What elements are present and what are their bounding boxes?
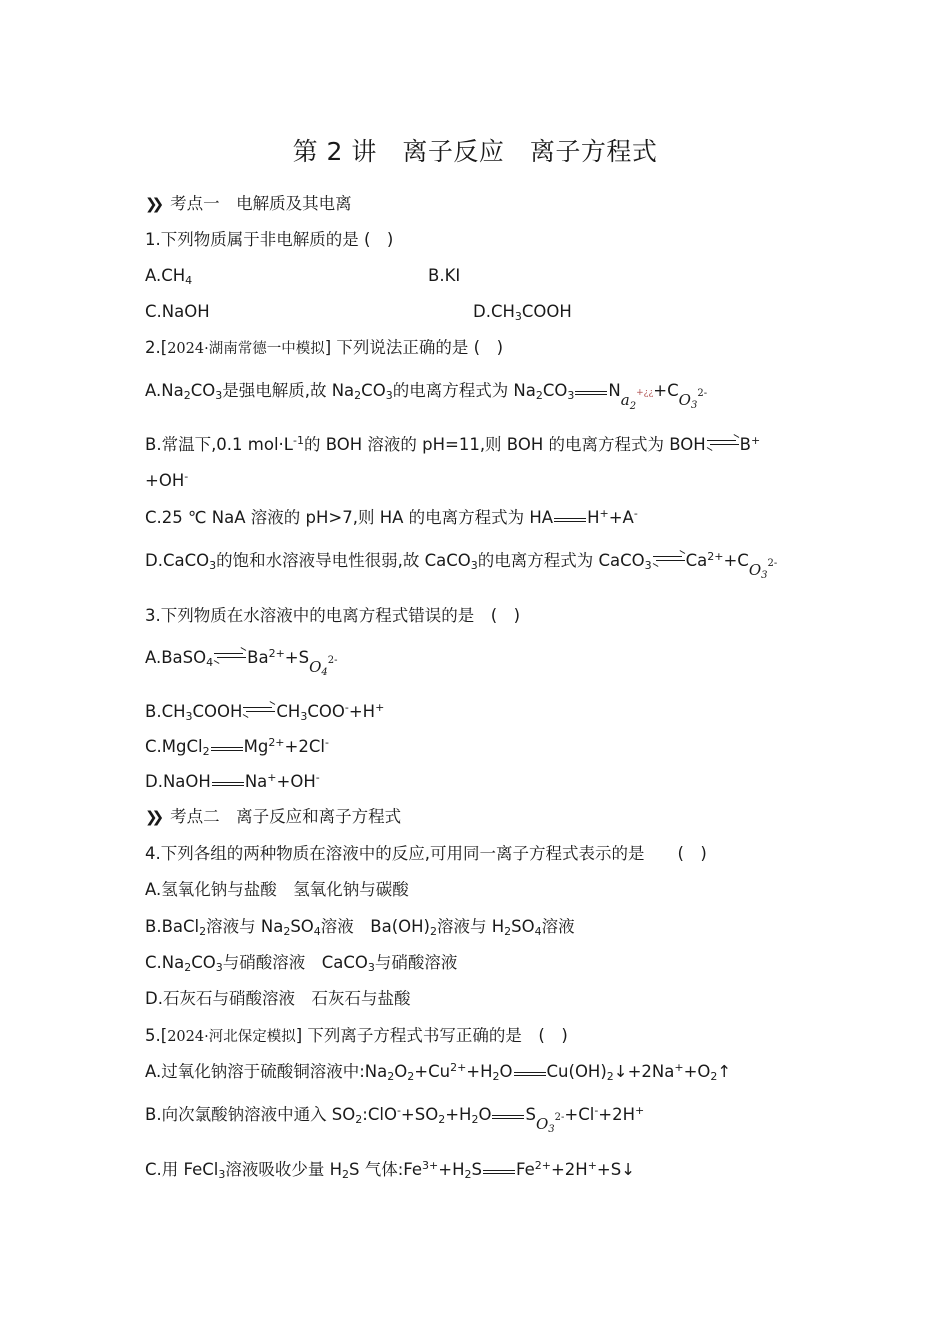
q2-option-c[interactable]: C.25 ℃ NaA 溶液的 pH>7,则 HA 的电离方程式为 HA H++A- (145, 507, 638, 527)
q3-option-d[interactable]: D.NaOH Na++OH- (145, 771, 320, 791)
q2-option-d[interactable]: D.CaCO$_3$的饱和水溶液导电性很弱,故 CaCO$_3$的电离方程式为 CaCO$_3$ $Ca^{2+}+CO_3^{2-}$ (145, 544, 777, 578)
reversible-arrow (653, 555, 685, 563)
q4-option-a[interactable]: A.氢氧化钠与盐酸 氢氧化钠与碳酸 (145, 880, 409, 899)
q1-option-d[interactable]: $D.CH_3COOH$ (473, 302, 572, 323)
q3-option-b[interactable]: $B.CH_3COOH$ $CH_3COO^-+H^+$ (145, 701, 385, 723)
q4-option-c[interactable]: $C.Na_2CO_3$与硝酸溶液 CaCO$_3$与硝酸溶液 (145, 953, 458, 974)
q3-option-c[interactable]: C.MgCl$_2$ $Mg^{2+}+2Cl^-$ (145, 736, 329, 758)
reversible-arrow (243, 706, 275, 714)
reversible-arrow (707, 439, 739, 447)
question-4-stem: 4.下列各组的两种物质在溶液中的反应,可用同一离子方程式表示的是 ( ) (145, 844, 707, 863)
ion-fragment: $a_2^{+¿¿}$ (620, 388, 654, 412)
source-tag: 2024·湖南常德一中模拟 (167, 341, 325, 357)
question-1-stem: 1.下列物质属于非电解质的是 ( ) (145, 230, 394, 249)
sulfite-ion: $O_3^{2-}$ (535, 1112, 565, 1135)
q1-option-c[interactable]: C.NaOH (145, 302, 210, 321)
q3-option-a[interactable]: A.BaSO$_4$ $Ba^{2+}+SO_4^{2-}$ (145, 641, 338, 675)
question-2-stem: 2.[2024·湖南常德一中模拟] 下列说法正确的是 ( ) (145, 338, 504, 357)
q2-option-a[interactable]: $A.Na_2CO_3$是强电解质,故 $Na_2CO_3$的电离方程式为 $Na_2CO_3$ $Na_2^{+¿¿}+CO_3^{2-}$ (145, 373, 707, 409)
double-chevron-icon: ❯❯ (145, 808, 159, 826)
section-heading-1: ❯❯ 考点一 电解质及其电离 (145, 194, 352, 213)
q2-option-b-line1[interactable]: B.常温下,0.1 $mol\cdot L^{-1}$的 BOH 溶液的 pH=11,则 BOH 的电离方程式为 BOH B+ (145, 434, 761, 454)
section-heading-2: ❯❯ 考点二 离子反应和离子方程式 (145, 807, 402, 826)
q2-option-b-line2: +OH- (145, 470, 189, 490)
q5-option-c[interactable]: C.用 FeCl$_3$溶液吸收少量 $H_2S$ 气体$:Fe^{3+}+H_2S$ $Fe^{2+}+2H^++S↓$ (145, 1159, 636, 1181)
double-chevron-icon: ❯❯ (145, 195, 159, 213)
q4-option-b[interactable]: B.BaCl$_2$溶液与 $Na_2SO_4$溶液 $Ba(OH)_2$溶液与 $H_2SO_4$溶液 (145, 917, 575, 938)
question-5-stem: 5.[2024·河北保定模拟] 下列离子方程式书写正确的是 ( ) (145, 1026, 568, 1045)
reversible-arrow (214, 652, 246, 660)
q4-option-d[interactable]: D.石灰石与硝酸溶液 石灰石与盐酸 (145, 989, 411, 1008)
q5-option-a[interactable]: A.过氧化钠溶于硫酸铜溶液中$:Na_2O_2+Cu^{2+}+H_2O$ $Cu(OH)_2↓+2Na^++O_2↑$ (145, 1061, 732, 1083)
sulfate-ion: $O_4^{2-}$ (309, 655, 338, 678)
page-title: 第 2 讲 离子反应 离子方程式 (292, 137, 658, 166)
question-3-stem: 3.下列物质在水溶液中的电离方程式错误的是 ( ) (145, 606, 521, 625)
q1-option-b[interactable]: B.KI (428, 266, 461, 285)
q5-option-b[interactable]: B.向次氯酸钠溶液中通入 $SO_2:ClO^-+SO_2+H_2O$ $SO_3^{2-}+Cl^-+2H^+$ (145, 1098, 644, 1132)
carbonate-ion: $O_3^{2-}$ (748, 558, 778, 581)
q1-option-a[interactable]: $A.CH_4$ (145, 266, 193, 287)
carbonate-ion: $O_3^{2-}$ (678, 388, 708, 411)
source-tag: 2024·河北保定模拟 (167, 1029, 296, 1045)
